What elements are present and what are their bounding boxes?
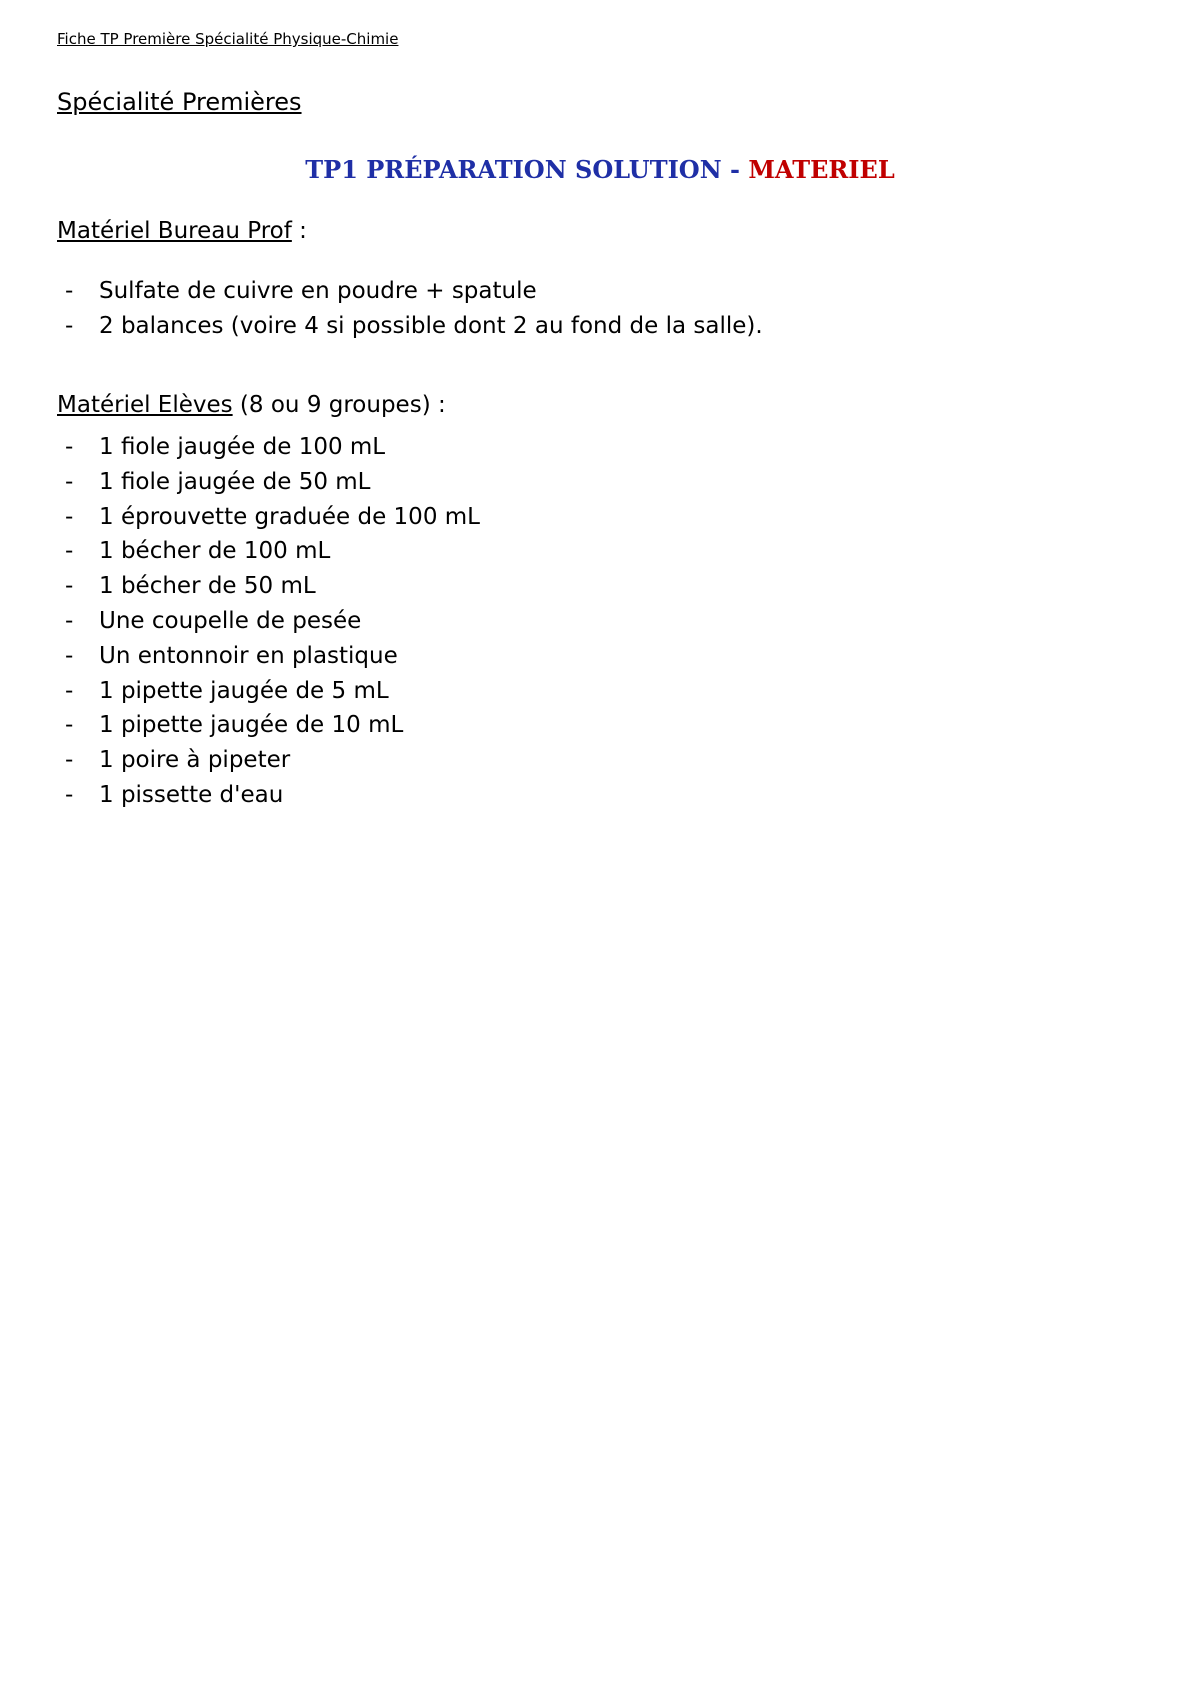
- list-item-text: 1 pipette jaugée de 10 mL: [99, 712, 404, 739]
- bureau-prof-heading: [57, 218, 307, 244]
- list-item-text: 1 fiole jaugée de 100 mL: [99, 434, 386, 460]
- bullet-dash: -: [65, 278, 74, 304]
- running-header: Fiche TP Première Spécialité Physique-Chimie: [57, 30, 399, 48]
- list-item: [57, 569, 480, 604]
- eleves-heading: [57, 392, 446, 418]
- list-item: [57, 708, 480, 743]
- eleves-heading-label: Matériel Elèves: [57, 392, 233, 418]
- list-item: [57, 743, 480, 778]
- bullet-dash: -: [65, 677, 74, 704]
- bullet-dash: -: [65, 312, 74, 339]
- list-item-text: 1 pipette jaugée de 5 mL: [99, 677, 389, 704]
- list-item-text: 1 fiole jaugée de 50 mL: [99, 468, 371, 495]
- page-title-materiel: MATERIEL: [748, 155, 895, 184]
- list-item-text: 2 balances (voire 4 si possible dont 2 au fond de la salle).: [99, 312, 763, 339]
- list-item-text: Sulfate de cuivre en poudre + spatule: [99, 278, 537, 304]
- list-item: [57, 639, 480, 674]
- bullet-dash: -: [65, 712, 74, 739]
- section-title: Spécialité Premières: [57, 88, 302, 116]
- list-item: [57, 430, 480, 465]
- list-item-text: 1 pissette d'eau: [99, 781, 284, 808]
- list-item: [57, 674, 480, 709]
- list-item-text: 1 poire à pipeter: [99, 747, 291, 774]
- list-item-text: 1 bécher de 100 mL: [99, 538, 331, 565]
- list-item: [57, 309, 763, 344]
- list-item: [57, 500, 480, 535]
- bullet-dash: -: [65, 573, 74, 600]
- list-item: [57, 465, 480, 500]
- page-title: [0, 155, 1200, 184]
- bullet-dash: -: [65, 434, 74, 460]
- list-item: [57, 534, 480, 569]
- list-item: [57, 604, 480, 639]
- list-item-text: Un entonnoir en plastique: [99, 642, 398, 669]
- eleves-list: [57, 430, 480, 813]
- list-item-text: 1 bécher de 50 mL: [99, 573, 316, 600]
- bureau-prof-list: [57, 274, 763, 344]
- bureau-prof-heading-suffix: :: [291, 218, 307, 244]
- bullet-dash: -: [65, 642, 74, 669]
- bullet-dash: -: [65, 781, 74, 808]
- bullet-dash: -: [65, 503, 74, 530]
- list-item: [57, 274, 763, 309]
- list-item-text: 1 éprouvette graduée de 100 mL: [99, 503, 480, 530]
- bullet-dash: -: [65, 607, 74, 634]
- list-item-text: Une coupelle de pesée: [99, 607, 362, 634]
- bullet-dash: -: [65, 538, 74, 565]
- bullet-dash: -: [65, 468, 74, 495]
- bureau-prof-heading-label: Matériel Bureau Prof: [57, 218, 292, 244]
- bullet-dash: -: [65, 747, 74, 774]
- list-item: [57, 778, 480, 813]
- page-title-main: TP1 PRÉPARATION SOLUTION -: [305, 155, 749, 184]
- eleves-heading-suffix: (8 ou 9 groupes) :: [232, 392, 446, 418]
